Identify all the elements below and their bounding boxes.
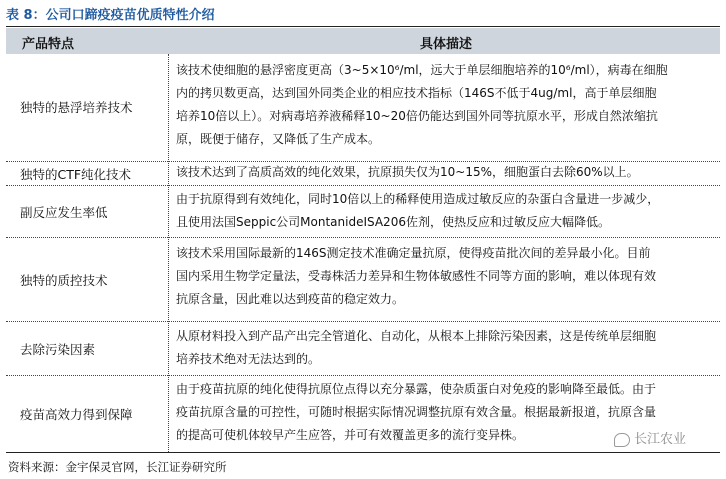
feature-label: 独特的悬浮培养技术 (20, 100, 133, 115)
table-row (6, 185, 720, 238)
feature-description: 由于抗原得到有效纯化，同时10倍以上的稀释使用造成过敏反应的杂蛋白含量进一步减少， 且使用法国Seppic公司MontanideISA206佐剂，使热反应和过敏反应大幅降低。 (176, 192, 660, 229)
header-feature: 产品特点 (22, 37, 75, 52)
header-description: 具体描述 (420, 37, 473, 52)
feature-label: 独特的CTF纯化技术 (20, 167, 132, 182)
table-row (6, 161, 720, 186)
chat-bubble-icon (614, 433, 630, 447)
feature-label: 独特的质控技术 (20, 273, 108, 288)
table-header (6, 28, 720, 54)
table-title: 表 8：公司口蹄疫疫苗优质特性介绍 (6, 8, 215, 23)
table-row (6, 375, 720, 453)
feature-description: 由于疫苗抗原的纯化使得抗原位点得以充分暴露，使杂质蛋白对免疫的影响降至最低。由于 疫苗抗原含量的可控性，可随时根据实际情况调整抗原有效含量。根据最新报道，抗原含量 的提高可使机体较早产生应答，并可有效覆盖更多的流行变异株。 (176, 382, 657, 442)
feature-label: 疫苗高效力得到保障 (20, 407, 133, 422)
feature-label: 副反应发生率低 (20, 205, 108, 220)
watermark: 长江农业 (614, 428, 686, 447)
feature-label: 去除污染因素 (20, 342, 96, 357)
table-row (6, 237, 720, 322)
feature-description: 该技术采用国际最新的146S测定技术准确定量抗原，使得疫苗批次间的差异最小化。目前 国内采用生物学定量法，受毒株活力差异和生物体敏感性不同等方面的影响，难以体现有效 抗原含量，因此难以达到疫苗的稳定效力。 (176, 246, 657, 306)
table-row (6, 321, 720, 376)
feature-description: 从原材料投入到产品产出完全管道化、自动化，从根本上排除污染因素，这是传统单层细胞 培养技术绝对无法达到的。 (176, 329, 657, 366)
table-row (6, 54, 720, 162)
feature-description: 该技术达到了高质高效的纯化效果，抗原损失仅为10~15%，细胞蛋白去除60%以上。 (176, 165, 639, 179)
feature-description: 该技术使细胞的悬浮密度更高（3~5×10⁶/ml，远大于单层细胞培养的10⁶/ml），病毒在细胞 内的拷贝数更高，达到国外同类企业的相应技术指标（146S不低于4ug/ml，高于单层细胞 培养10倍以上）。对病毒培养液稀释10~20倍仍能达到国外同等抗原水平，形成自然浓缩抗 原，既便于储存，又降低了生产成本。 (176, 63, 668, 146)
source-note: 资料来源：金宇保灵官网，长江证券研究所 (8, 460, 227, 474)
top-rule (6, 26, 720, 27)
